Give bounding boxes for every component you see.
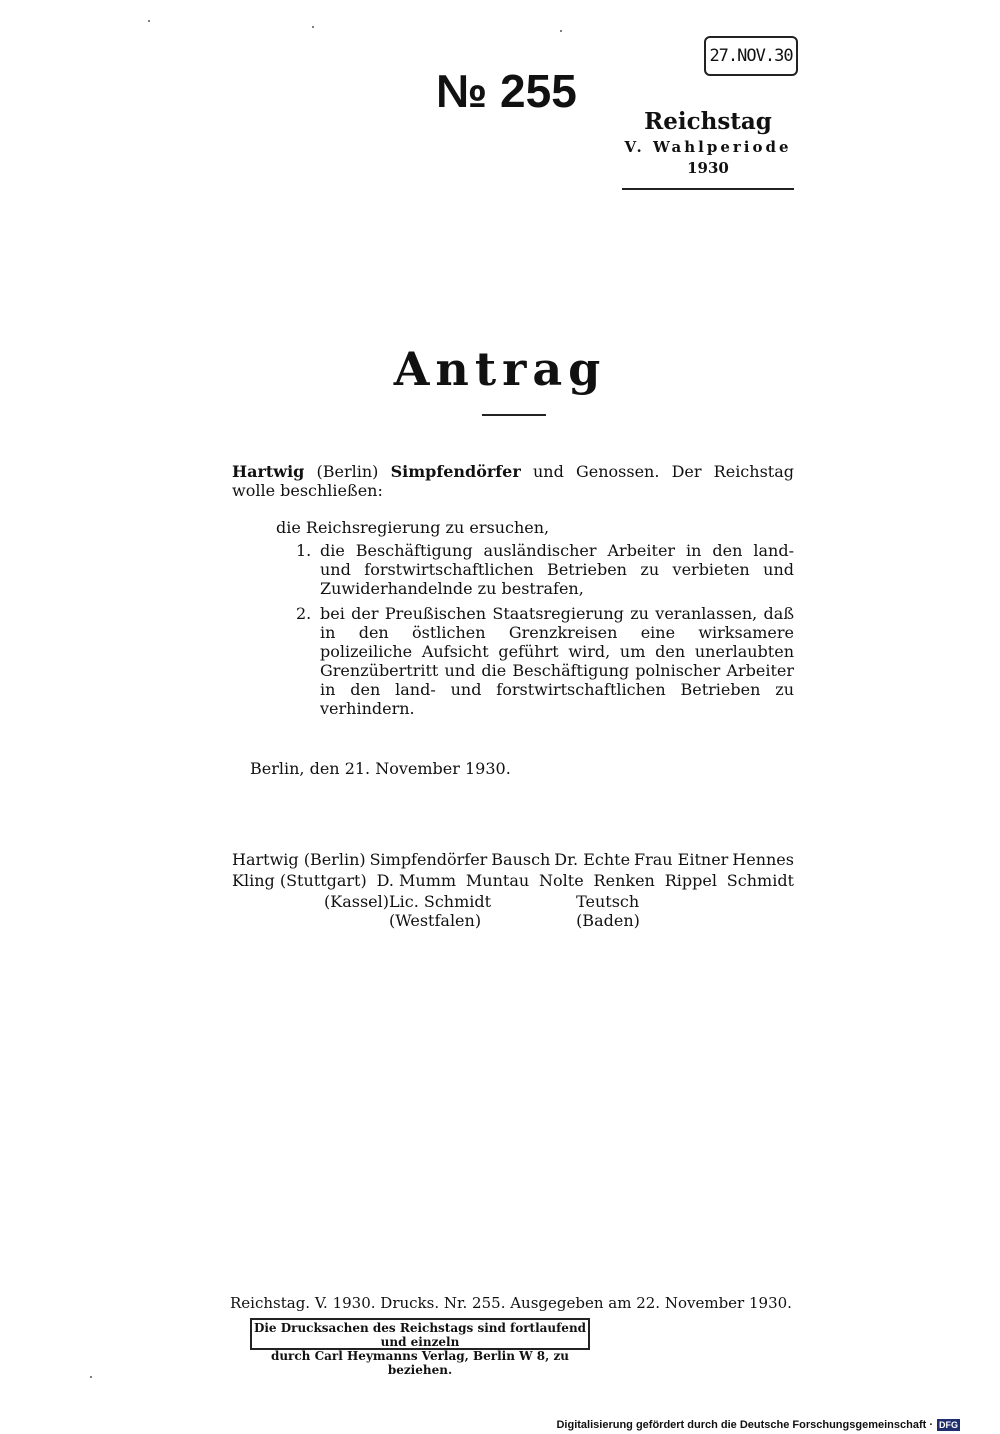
list-item bbox=[296, 604, 794, 718]
publisher-note bbox=[250, 1318, 590, 1377]
list-item-number: 2. bbox=[296, 604, 312, 623]
title-rule bbox=[482, 414, 546, 416]
signer: Muntau bbox=[465, 871, 530, 890]
request-line: die Reichsregierung zu ersuchen, bbox=[276, 518, 550, 537]
signer: Frau Eitner bbox=[633, 850, 729, 869]
scan-speck bbox=[148, 20, 150, 22]
print-footer: Reichstag. V. 1930. Drucks. Nr. 255. Ausgegeben am 22. November 1930. bbox=[230, 1294, 792, 1312]
publisher-note-line-2: durch Carl Heymanns Verlag, Berlin W 8, zu beziehen. bbox=[270, 1349, 570, 1377]
scan-speck bbox=[312, 26, 314, 28]
intro-rest: und Genossen. Der Reichstag wolle beschließen: bbox=[232, 462, 794, 500]
scan-speck bbox=[560, 30, 562, 32]
signer: D. Mumm bbox=[376, 871, 457, 890]
signer: Hartwig (Berlin) bbox=[232, 850, 366, 869]
signer: Nolte bbox=[539, 871, 584, 890]
document-title: Antrag bbox=[393, 342, 607, 396]
signer: (Kassel) bbox=[324, 892, 389, 911]
signer: Renken bbox=[593, 871, 655, 890]
signers-line-3 bbox=[232, 892, 794, 930]
signers-list bbox=[232, 850, 794, 930]
list-item-number: 1. bbox=[296, 541, 312, 560]
signer: Schmidt bbox=[726, 871, 794, 890]
intro-paragraph bbox=[232, 462, 794, 500]
digitization-credit bbox=[556, 1419, 960, 1431]
header-year: 1930 bbox=[687, 159, 729, 177]
signer: Simpfendörfer bbox=[369, 850, 488, 869]
signers-line-2 bbox=[232, 871, 794, 892]
receipt-stamp: 27.NOV.30 bbox=[704, 36, 798, 76]
intro-place-1: (Berlin) bbox=[316, 462, 379, 481]
header-period: V. Wahlperiode bbox=[624, 138, 792, 156]
signer: Hennes bbox=[732, 850, 794, 869]
list-item-text: die Beschäftigung ausländischer Arbeiter in den land- und forstwirtschaftlichen Betrieben zu verbieten und Zuwiderhandelnde zu bestrafen, bbox=[320, 541, 794, 598]
list-item-text: bei der Preußischen Staatsregierung zu veranlassen, daß in den östlichen Grenzkreisen eine wirksamere polizeiliche Aufsicht geführt wird, um den unerlaubten Grenzübertritt und die Beschäftigung polnischer Arbeiter in den land- und forstwirtschaftlichen Betrieben zu verhindern. bbox=[320, 604, 794, 718]
header-rule bbox=[622, 188, 794, 190]
signer: Lic. Schmidt (Westfalen) bbox=[388, 892, 492, 930]
intro-name-2: Simpfendörfer bbox=[390, 462, 521, 481]
dateline: Berlin, den 21. November 1930. bbox=[250, 759, 511, 778]
scan-speck bbox=[90, 1376, 92, 1378]
document-number: № 255 bbox=[436, 65, 577, 117]
list-item bbox=[296, 541, 794, 598]
signer: Rippel bbox=[664, 871, 717, 890]
header-title: Reichstag bbox=[644, 108, 772, 135]
signers-line-1 bbox=[232, 850, 794, 871]
dfg-logo: DFG bbox=[939, 1420, 958, 1430]
signer: Teutsch (Baden) bbox=[576, 892, 640, 930]
header-box bbox=[622, 108, 794, 178]
signer: Bausch bbox=[491, 850, 551, 869]
signer: Kling (Stuttgart) bbox=[232, 871, 367, 890]
intro-name-1: Hartwig bbox=[232, 462, 305, 481]
publisher-note-line-1: Die Drucksachen des Reichstags sind fortlaufend und einzeln bbox=[253, 1321, 587, 1349]
signer: Dr. Echte bbox=[554, 850, 631, 869]
credit-text: Digitalisierung gefördert durch die Deutsche Forschungsgemeinschaft · bbox=[556, 1419, 933, 1431]
